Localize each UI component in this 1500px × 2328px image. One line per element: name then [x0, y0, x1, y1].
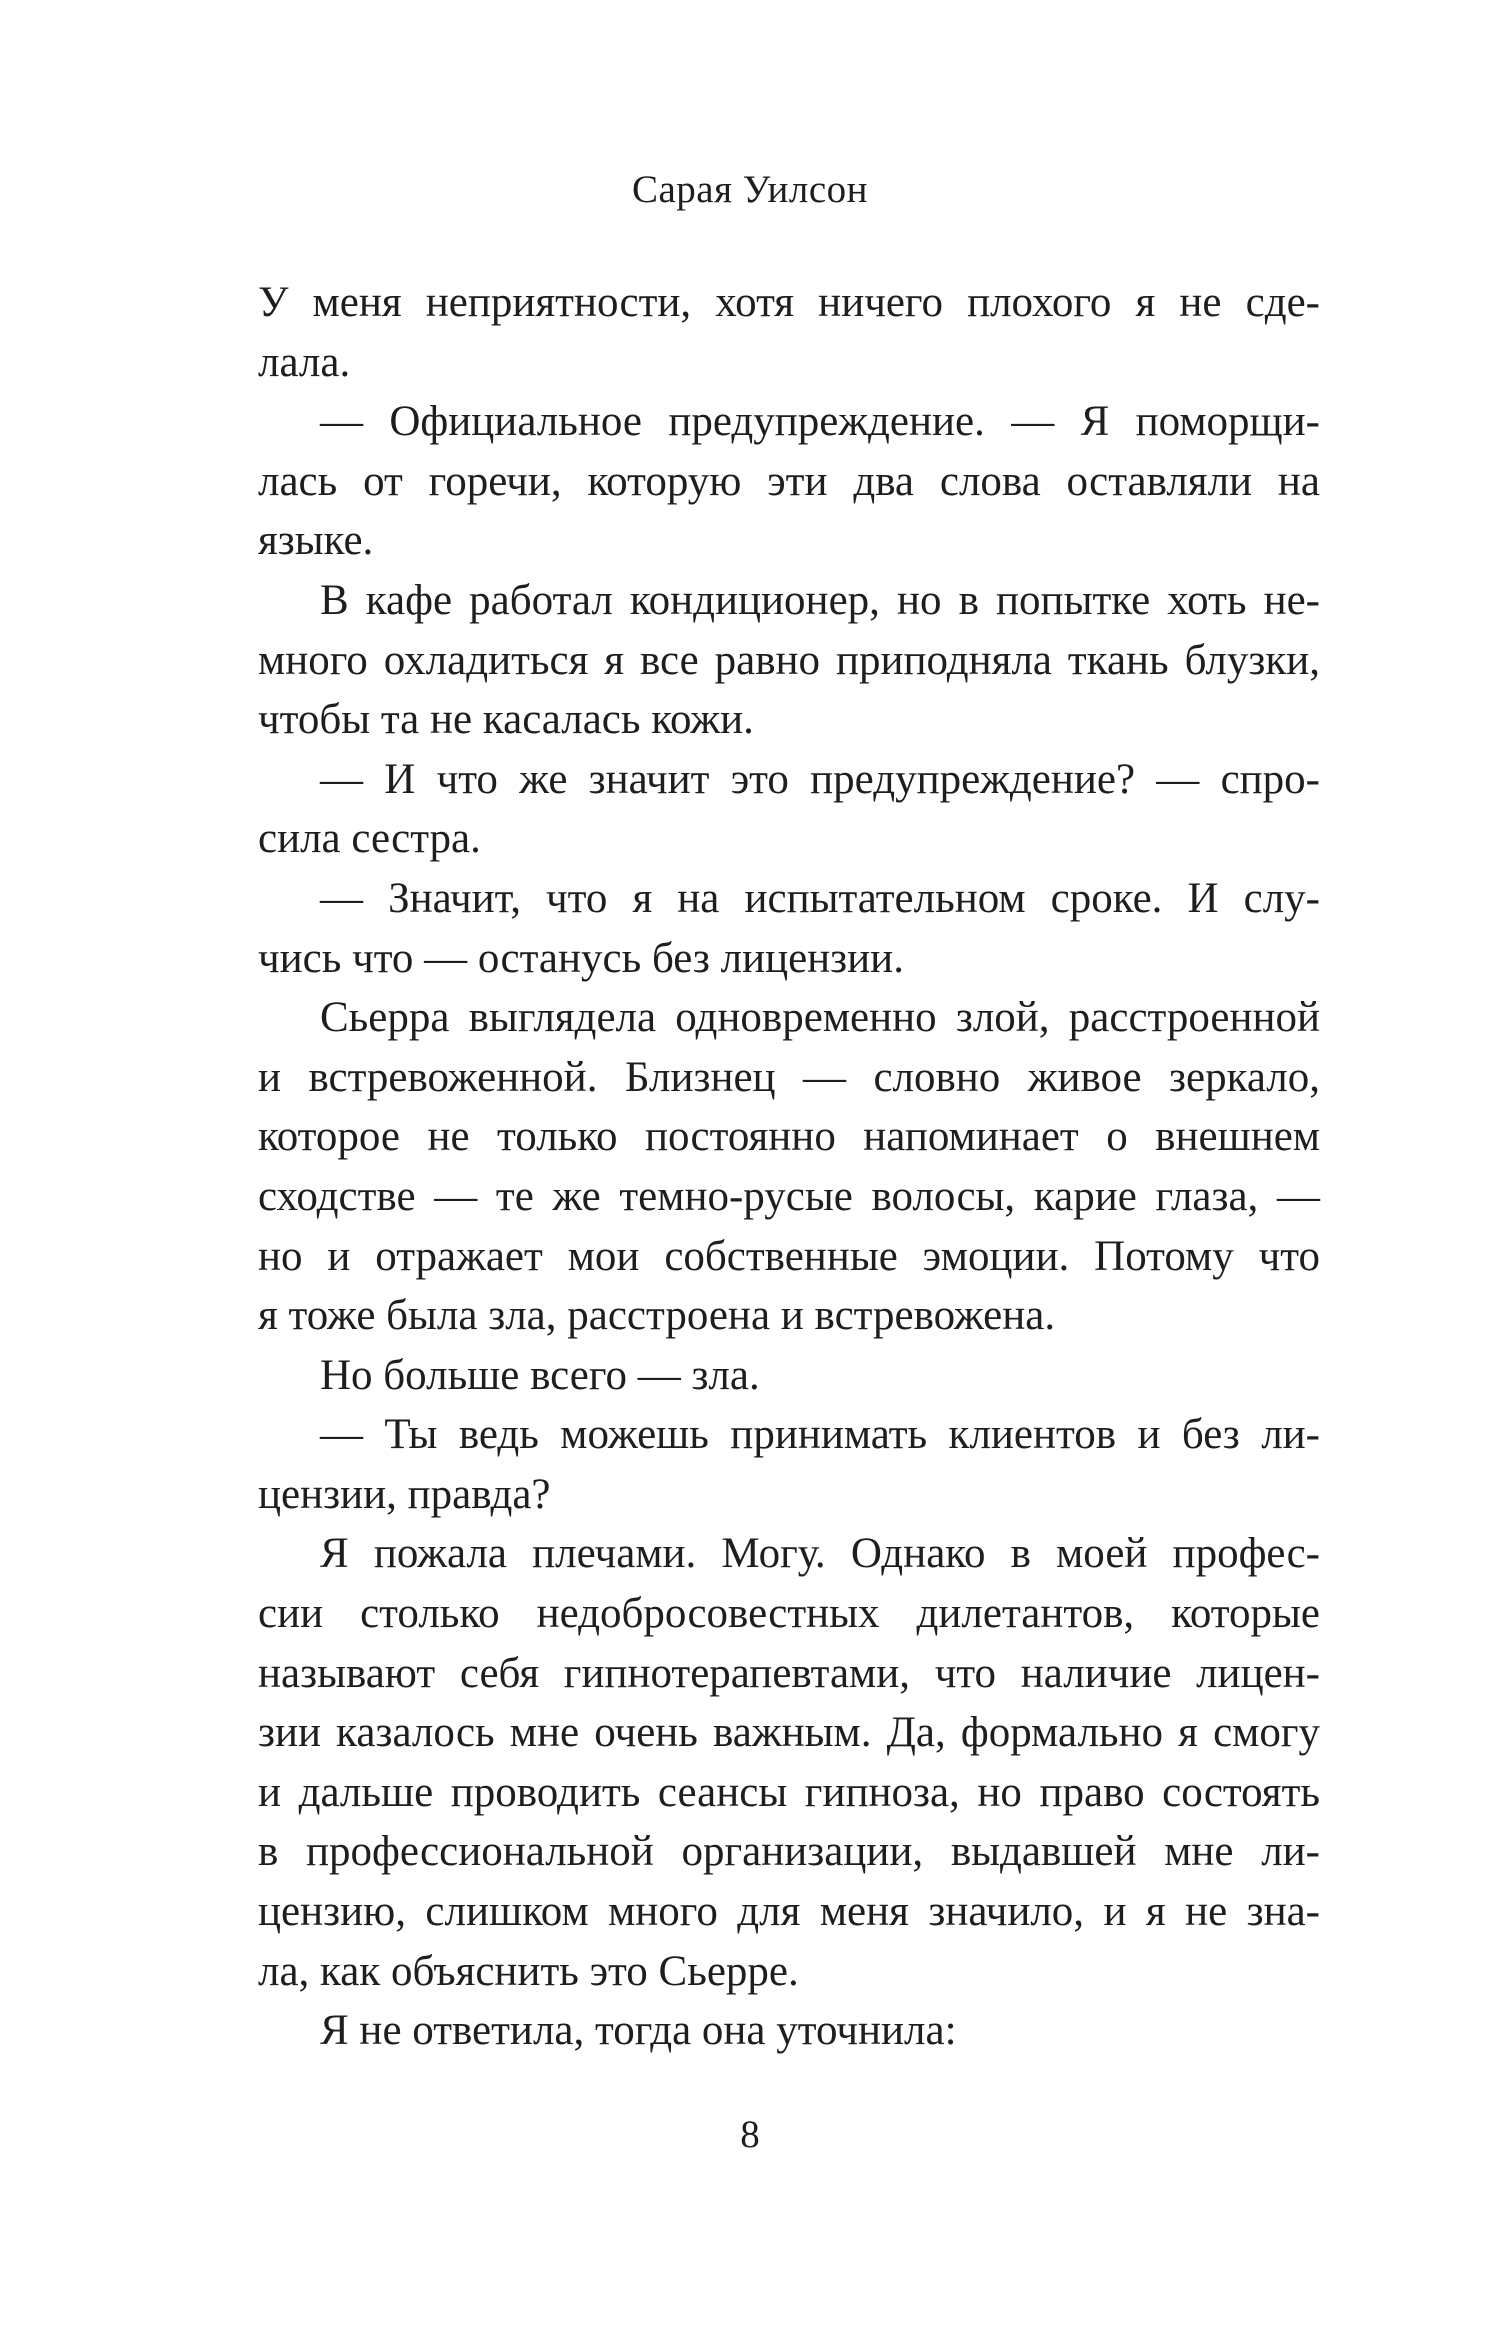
text-line: сходстве — те же темно-русые волосы, карие глаза, — [258, 1172, 1320, 1220]
text-line: цензию, слишком много для меня значило, и я не зна- [258, 1888, 1320, 1936]
text-line: У меня неприятности, хотя ничего плохого я не сде- [258, 279, 1320, 326]
text-line: Но больше всего — зла. [320, 1351, 760, 1399]
text-line: лала. [258, 338, 351, 386]
text-line: чись что — останусь без лицензии. [258, 934, 904, 982]
page-number: 8 [740, 2113, 760, 2156]
text-line: в профессиональной организации, выдавшей мне ли- [258, 1828, 1320, 1876]
text-line: я тоже была зла, расстроена и встревожена. [258, 1292, 1056, 1340]
text-line: — Значит, что я на испытательном сроке. И слу- [320, 874, 1320, 922]
text-line: — И что же значит это предупреждение? — спро- [320, 755, 1320, 803]
text-line: и встревоженной. Близнец — словно живое зеркало, [258, 1053, 1320, 1101]
text-line: сии столько недобросовестных дилетантов, которые [258, 1590, 1320, 1638]
text-line: Я пожала плечами. Могу. Однако в моей профес- [320, 1530, 1320, 1578]
body-text [258, 273, 1320, 2061]
text-line: называют себя гипнотерапевтами, что наличие лицен- [258, 1649, 1320, 1697]
text-line: и дальше проводить сеансы гипноза, но право состоять [258, 1768, 1320, 1816]
text-line: языке. [258, 517, 374, 565]
text-line: — Ты ведь можешь принимать клиентов и без ли- [320, 1411, 1320, 1459]
running-head-title: Сарая Уилсон [631, 168, 869, 211]
text-line: но и отражает мои собственные эмоции. Потому что [258, 1232, 1320, 1280]
text-line: чтобы та не касалась кожи. [258, 696, 754, 744]
text-line: лась от горечи, которую эти два слова оставляли на [258, 457, 1320, 505]
text-line: зии казалось мне очень важным. Да, формально я смогу [258, 1709, 1320, 1757]
text-line: цензии, правда? [258, 1470, 551, 1518]
text-line: Сьерра выглядела одновременно злой, расстроенной [320, 994, 1320, 1042]
text-line: Я не ответила, тогда она уточнила: [320, 2007, 957, 2055]
text-line: которое не только постоянно напоминает о внешнем [258, 1113, 1320, 1161]
text-line: — Официальное предупреждение. — Я поморщи- [320, 398, 1320, 446]
text-line: В кафе работал кондиционер, но в попытке хоть не- [320, 576, 1320, 624]
text-line: ла, как объяснить это Сьерре. [258, 1947, 799, 1995]
text-line: много охладиться я все равно приподняла ткань блузки, [258, 636, 1320, 684]
text-line: сила сестра. [258, 815, 481, 863]
